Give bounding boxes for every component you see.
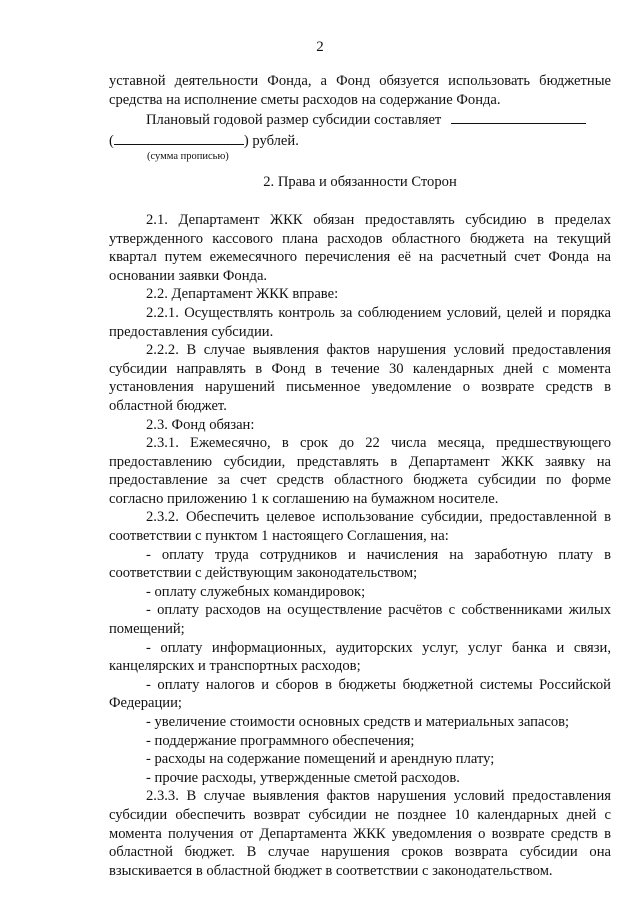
clause-2-3-3: 2.3.3. В случае выявления фактов нарушения условий предоставления субсидии обеспечить возврат субсидии не позднее 10 календарных дней с момента получения от Департамента ЖКК уведомления о возврате средств в областной бюджет. В случае нарушения сроков возврата субсидии она взыскивается в областной бюджет в соответствии с законодательством. — [109, 788, 611, 879]
page-number: 2 — [316, 39, 324, 55]
amount-blank-field — [451, 109, 586, 124]
words-blank-field — [114, 130, 244, 145]
clause-2-1: 2.1. Департамент ЖКК обязан предоставлять субсидию в пределах утвержденного кассового плана расходов областного бюджета на текущий квартал путем ежемесячного перечисления её на расчетный счет Фонда на основании заявки Фонда. — [109, 211, 611, 284]
amount-caption: (сумма прописью) — [147, 151, 229, 163]
subsidy-words-line — [109, 130, 611, 151]
clause-2-2: 2.2. Департамент ЖКК вправе: — [146, 286, 339, 303]
list-item: - расходы на содержание помещений и арендную плату; — [146, 751, 495, 768]
list-item: - оплату налогов и сборов в бюджеты бюджетной системы Российской Федерации; — [109, 676, 611, 712]
clause-2-3-1: 2.3.1. Ежемесячно, в срок до 22 числа месяца, предшествующего предоставлению субсидии, представлять в Департамент ЖКК заявку на предоставление за счет средств областного бюджета субсидии по форме согласно приложению 1 к соглашению на бумажном носителе. — [109, 435, 611, 507]
list-item: - оплату информационных, аудиторских услуг, услуг банка и связи, канцелярских и транспортных расходов; — [109, 639, 611, 675]
paren-open: ( — [109, 132, 114, 149]
list-item: - оплату расходов на осуществление расчётов с собственниками жилых помещений; — [109, 602, 611, 638]
body-text — [109, 72, 611, 880]
list-item: - прочие расходы, утвержденные сметой расходов. — [146, 769, 460, 786]
section-heading: 2. Права и обязанности Сторон — [263, 174, 457, 191]
rubles-label: ) рублей. — [243, 132, 299, 149]
list-item: - поддержание программного обеспечения; — [146, 732, 415, 749]
list-item: - оплату труда сотрудников и начисления на заработную плату в соответствии с действующим законодательством; — [109, 546, 611, 582]
subsidy-amount-line — [109, 109, 611, 130]
clause-2-2-1: 2.2.1. Осуществлять контроль за соблюдением условий, целей и порядка предоставления субсидии. — [109, 304, 611, 340]
clause-2-3: 2.3. Фонд обязан: — [146, 416, 255, 433]
clause-2-2-2: 2.2.2. В случае выявления фактов нарушения условий предоставления субсидии направлять в Фонд в течение 30 календарных дней с момента установления нарушений письменное уведомление о возврате средств в областной бюджет. — [109, 342, 611, 414]
list-item: - увеличение стоимости основных средств и материальных запасов; — [146, 714, 570, 730]
clause-2-3-2: 2.3.2. Обеспечить целевое использование субсидии, предоставленной в соответствии с пунктом 1 настоящего Соглашения, на: — [109, 509, 611, 545]
list-item: - оплату служебных командировок; — [146, 583, 366, 600]
intro-paragraph: уставной деятельности Фонда, а Фонд обязуется использовать бюджетные средства на исполнение сметы расходов на содержание Фонда. — [109, 73, 611, 108]
subsidy-amount-label: Плановый годовой размер субсидии составляет — [146, 112, 442, 129]
